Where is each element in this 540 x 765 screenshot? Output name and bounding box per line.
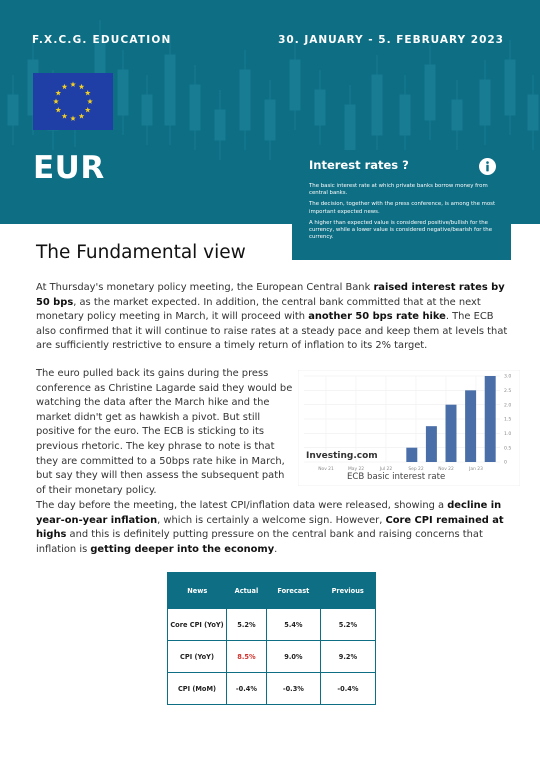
currency-code: EUR — [33, 150, 105, 186]
chart-caption: ECB basic interest rate — [347, 472, 446, 482]
table-row — [168, 641, 375, 673]
table-header-row — [168, 573, 375, 609]
flag-star — [55, 90, 61, 95]
cell-actual: 5.2% — [227, 609, 267, 641]
y-tick-label: 0.5 — [504, 446, 512, 452]
x-tick-label: Jul 22 — [379, 467, 393, 472]
cell-forecast: 5.4% — [266, 609, 320, 641]
y-tick-label: 0 — [504, 460, 507, 466]
section-title: The Fundamental view — [36, 242, 246, 263]
cell-previous: -0.4% — [320, 673, 375, 705]
flag-star — [87, 99, 93, 104]
cell-news: CPI (MoM) — [168, 673, 227, 705]
chart-watermark: Investing.com — [306, 451, 378, 461]
info-line: The basic interest rate at which private banks borrow money from central banks. — [309, 183, 488, 197]
y-tick-label: 1.5 — [504, 417, 512, 423]
x-tick-label: Nov 22 — [438, 467, 454, 472]
info-line: A higher than expected value is considered positive/bullish for the currency, while a lower value is considered negative/bearish for the currency. — [309, 219, 493, 241]
paragraph-cpi-data — [36, 499, 510, 557]
chart-bar — [426, 426, 437, 462]
column-header-previous: Previous — [320, 573, 375, 609]
table-row — [168, 609, 375, 641]
brand-name: F.X.C.G. EDUCATION — [32, 34, 172, 46]
info-box-text — [309, 183, 501, 245]
bold-text: decline in year-on-year inflation — [36, 500, 502, 526]
x-tick-label: Sep 22 — [408, 467, 424, 472]
cell-actual: -0.4% — [227, 673, 267, 705]
x-tick-label: Jan 23 — [469, 467, 483, 472]
x-tick-label: Nov 21 — [318, 467, 334, 472]
table-row — [168, 673, 375, 705]
cpi-table — [167, 572, 376, 705]
eu-flag-icon — [33, 73, 113, 130]
info-line: The decision, together with the press conference, is among the most important expected news. — [309, 201, 496, 215]
flag-star — [70, 116, 76, 121]
flag-star — [70, 82, 76, 87]
info-icon — [479, 158, 496, 175]
flag-star — [85, 90, 91, 95]
text-run: At Thursday's monetary policy meeting, the European Central Bank — [36, 282, 374, 293]
text-run: The euro pulled back its gains during the press conference as Christine Lagarde said they would be watching the data after the March hike and the market didn't get as hawkish a pivot. But still positive for the euro. The ECB is sticking to its previous rhetoric. The key phrase to note is that they are committed to a 50bps rate hike in March, but say they will then assess the subsequent path of their monetary policy. — [36, 368, 293, 496]
info-box — [292, 150, 511, 260]
y-tick-label: 1.0 — [504, 431, 512, 437]
text-run: . The ECB also confirmed that it will continue to raise rates at a steady pace and keep them at levels that are sufficiently restrictive to ensure a timely return of inflation to its 2% target. — [36, 311, 508, 352]
y-tick-label: 3.0 — [504, 374, 512, 380]
flag-star — [79, 113, 85, 118]
paragraph-rate-decision — [36, 281, 510, 354]
bold-text: another 50 bps rate hike — [308, 311, 446, 323]
flag-star — [85, 107, 91, 112]
chart-bar — [465, 390, 476, 462]
flag-star — [79, 84, 85, 89]
y-tick-label: 2.0 — [504, 403, 512, 409]
bold-text: getting deeper into the economy — [90, 543, 275, 555]
flag-star — [62, 84, 68, 89]
cell-forecast: -0.3% — [266, 673, 320, 705]
date-range: 30. JANUARY - 5. FEBRUARY 2023 — [278, 34, 504, 46]
x-tick-label: May 22 — [347, 467, 365, 472]
text-run: and this is definitely putting pressure on the central bank and raising concerns that inflation is — [36, 529, 483, 555]
column-header-forecast: Forecast — [266, 573, 320, 609]
cell-forecast: 9.0% — [266, 641, 320, 673]
y-tick-label: 2.5 — [504, 388, 512, 394]
cell-actual: 8.5% — [227, 641, 267, 673]
ecb-rate-chart — [298, 370, 520, 486]
flag-star — [53, 99, 59, 104]
column-header-actual: Actual — [227, 573, 267, 609]
chart-bar — [485, 376, 496, 462]
flag-star — [55, 107, 61, 112]
cell-previous: 9.2% — [320, 641, 375, 673]
text-run: , which is certainly a welcome sign. However, — [157, 514, 386, 526]
cell-news: CPI (YoY) — [168, 641, 227, 673]
text-run: , as the market expected. In addition, the central bank committed that at the next monetary policy meeting in March, it will proceed with — [36, 296, 481, 323]
paragraph-press-conference — [36, 367, 294, 498]
bold-text: raised interest rates by 50 bps — [36, 282, 505, 308]
text-run: The day before the meeting, the latest CPI/inflation data were released, showing a — [36, 500, 448, 511]
chart-bar — [406, 448, 417, 462]
info-box-title: Interest rates ? — [309, 158, 409, 172]
text-run: . — [274, 543, 278, 555]
cell-previous: 5.2% — [320, 609, 375, 641]
bold-text: Core CPI remained at highs — [36, 514, 504, 541]
column-header-news: News — [168, 573, 227, 609]
flag-star — [62, 113, 68, 118]
chart-bar — [446, 405, 457, 462]
cell-news: Core CPI (YoY) — [168, 609, 227, 641]
